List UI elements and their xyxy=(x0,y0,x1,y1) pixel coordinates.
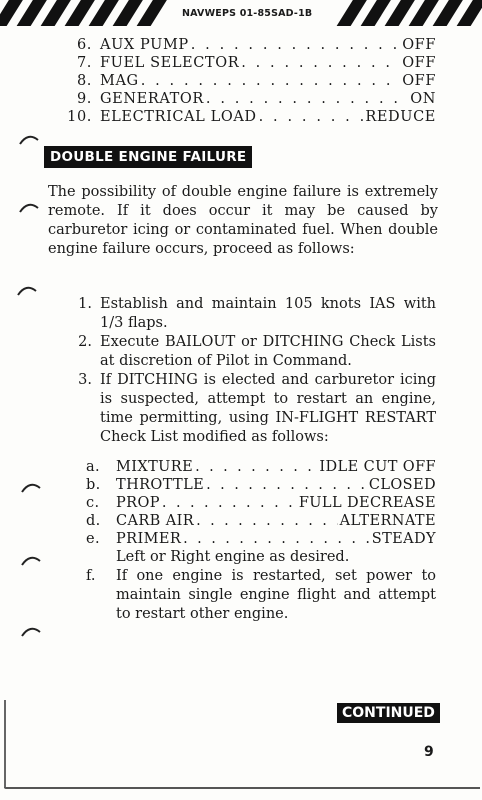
step-number: 3. xyxy=(78,372,92,388)
binder-mark-icon xyxy=(18,200,40,214)
substep-row xyxy=(86,530,436,548)
leader-dots xyxy=(183,530,370,548)
substep-value: STEADY xyxy=(371,531,436,547)
binder-mark-icon xyxy=(18,132,40,146)
leader-dots xyxy=(162,494,297,512)
step-text: Establish and maintain 105 knots IAS with 1/3 flaps. xyxy=(100,296,436,331)
procedure-step xyxy=(48,333,436,371)
substep-item: MIXTURE xyxy=(116,459,194,475)
leader-dots xyxy=(191,36,400,54)
checklist-row xyxy=(50,36,436,54)
checklist-value: ON xyxy=(410,91,436,107)
checklist-number: 6. xyxy=(76,37,92,53)
checklist-number: 7. xyxy=(76,55,92,71)
checklist-item: AUX PUMP xyxy=(100,37,189,53)
leader-dots xyxy=(196,512,338,530)
continued-label: CONTINUED xyxy=(337,703,440,723)
checklist-item: MAG xyxy=(100,73,139,89)
substep-item: PRIMER xyxy=(116,531,182,547)
document-number: NAVWEPS 01-85SAD-1B xyxy=(176,6,318,22)
leader-dots xyxy=(141,72,400,90)
checklist-item: FUEL SELECTOR xyxy=(100,55,240,71)
substep-row xyxy=(86,512,436,530)
procedure-step xyxy=(48,295,436,333)
substep-f xyxy=(86,567,436,624)
checklist-row xyxy=(50,90,436,108)
leader-dots xyxy=(259,108,364,126)
header-stripe xyxy=(0,0,482,26)
substep-letter: e. xyxy=(86,531,100,547)
substep-value: FULL DECREASE xyxy=(298,495,436,511)
substep-item: CARB AIR xyxy=(116,513,195,529)
page-number: 9 xyxy=(424,744,434,760)
substep-value: CLOSED xyxy=(368,477,436,493)
procedure-step xyxy=(48,371,436,447)
step-number: 1. xyxy=(78,296,92,312)
checklist-value: OFF xyxy=(402,73,436,89)
substep-row xyxy=(86,476,436,494)
checklist-number: 8. xyxy=(76,73,92,89)
page-edge-bottom xyxy=(4,787,480,789)
substep-item: PROP xyxy=(116,495,160,511)
substep-item: THROTTLE xyxy=(116,477,205,493)
binder-mark-icon xyxy=(20,624,42,638)
checklist-number: 9. xyxy=(76,91,92,107)
checklist-number: 10. xyxy=(67,109,92,125)
substep-letter: b. xyxy=(86,477,101,493)
substep-letter: f. xyxy=(86,568,96,584)
step-number: 2. xyxy=(78,334,92,350)
checklist-value: REDUCE xyxy=(365,109,436,125)
substep-value: ALTERNATE xyxy=(339,513,436,529)
step-text: Execute BAILOUT or DITCHING Check Lists at discretion of Pilot in Command. xyxy=(100,334,436,369)
substep-letter: d. xyxy=(86,513,101,529)
primer-note: Left or Right engine as desired. xyxy=(116,549,350,565)
leader-dots xyxy=(195,458,317,476)
checklist-value: OFF xyxy=(402,55,436,71)
step-text: If DITCHING is elected and carburetor icing is suspected, attempt to restart an engine, time permitting, using IN-FLIGHT RESTART Check List modified as follows: xyxy=(100,372,436,445)
intro-paragraph: The possibility of double engine failure is extremely remote. If it does occur it may be caused by carburetor icing or contaminated fuel. When double engine failure occurs, proceed as follows: xyxy=(48,184,438,257)
substep-letter: c. xyxy=(86,495,100,511)
checklist-value: OFF xyxy=(402,37,436,53)
substep-row xyxy=(86,494,436,512)
substep-row xyxy=(86,458,436,476)
header-stripe-bar xyxy=(137,0,170,26)
checklist-item: ELECTRICAL LOAD xyxy=(100,109,257,125)
checklist-item: GENERATOR xyxy=(100,91,204,107)
checklist-row xyxy=(50,72,436,90)
leader-dots xyxy=(206,90,408,108)
leader-dots xyxy=(241,54,400,72)
substep-value: IDLE CUT OFF xyxy=(319,459,436,475)
substep-letter: a. xyxy=(86,459,101,475)
binder-mark-icon xyxy=(20,480,42,494)
section-heading: DOUBLE ENGINE FAILURE xyxy=(44,146,252,168)
leader-dots xyxy=(206,476,367,494)
checklist-row xyxy=(50,108,436,126)
page-edge-left xyxy=(4,700,6,788)
checklist-row xyxy=(50,54,436,72)
binder-mark-icon xyxy=(16,283,38,297)
substep-text: If one engine is restarted, set power to maintain single engine flight and attempt to restart other engine. xyxy=(116,568,436,622)
binder-mark-icon xyxy=(20,553,42,567)
